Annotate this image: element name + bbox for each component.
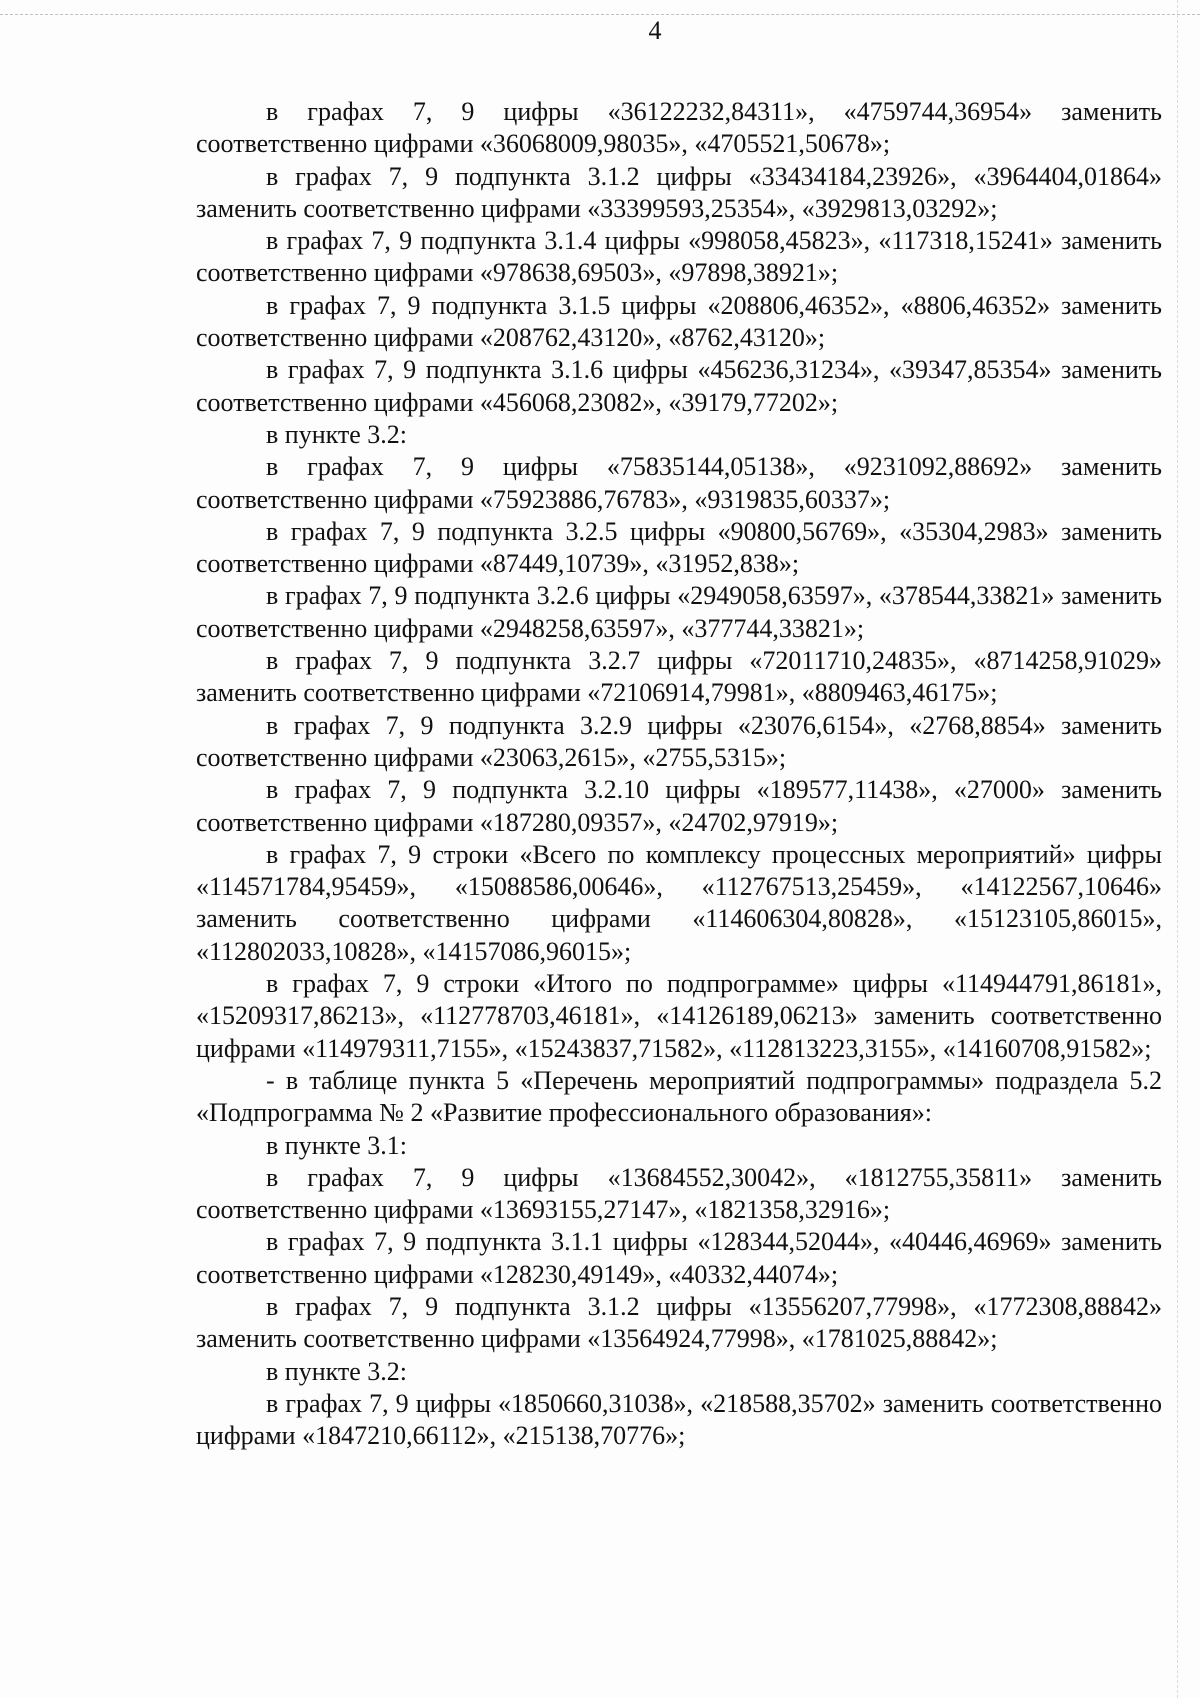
paragraph: в графах 7, 9 цифры «1850660,31038», «218588,35702» заменить соответственно цифрами «1847210,66112», «215138,70776»; (196, 1388, 1162, 1451)
paragraph: в графах 7, 9 подпункта 3.2.6 цифры «2949058,63597», «378544,33821» заменить соответственно цифрами «2948258,63597», «377744,33821»; (196, 581, 1162, 643)
paragraph: в графах 7, 9 цифры «75835144,05138», «9231092,88692» заменить соответственно цифрами «75923886,76783», «9319835,60337»; (196, 452, 1162, 514)
paragraph: в графах 7, 9 подпункта 3.1.6 цифры «456236,31234», «39347,85354» заменить соответственно цифрами «456068,23082», «39179,77202»; (196, 355, 1162, 417)
scan-border-right (1177, 0, 1178, 1698)
paragraph: в графах 7, 9 подпункта 3.2.7 цифры «72011710,24835», «8714258,91029» заменить соответственно цифрами «72106914,79981», «8809463,46175»; (196, 646, 1162, 708)
paragraph: в графах 7, 9 подпункта 3.2.10 цифры «189577,11438», «27000» заменить соответственно цифрами «187280,09357», «24702,97919»; (196, 775, 1162, 837)
paragraph: в графах 7, 9 подпункта 3.1.5 цифры «208806,46352», «8806,46352» заменить соответственно цифрами «208762,43120», «8762,43120»; (196, 290, 1162, 353)
paragraph: в графах 7, 9 подпункта 3.2.5 цифры «90800,56769», «35304,2983» заменить соответственно цифрами «87449,10739», «31952,838»; (196, 516, 1162, 579)
document-body (196, 96, 1162, 1452)
paragraph: в графах 7, 9 подпункта 3.1.2 цифры «13556207,77998», «1772308,88842» заменить соответственно цифрами «13564924,77998», «1781025,88842»; (196, 1291, 1162, 1354)
paragraph: в графах 7, 9 подпункта 3.1.4 цифры «998058,45823», «117318,15241» заменить соответственно цифрами «978638,69503», «97898,38921»; (196, 226, 1162, 288)
section-heading: в пункте 3.1: (266, 1130, 408, 1160)
paragraph: в графах 7, 9 строки «Итого по подпрограмме» цифры «114944791,86181», «15209317,86213», «112778703,46181», «14126189,06213» заменить соответственно цифрами «114979311,7155», «15243837,71582», «112813223,3155», «14160708,91582»; (196, 969, 1162, 1063)
paragraph: в графах 7, 9 подпункта 3.1.2 цифры «33434184,23926», «3964404,01864» заменить соответственно цифрами «33399593,25354», «3929813,03292»; (196, 161, 1162, 223)
section-heading: в пункте 3.2: (266, 419, 408, 449)
page-number: 4 (648, 16, 662, 45)
paragraph: в графах 7, 9 подпункта 3.1.1 цифры «128344,52044», «40446,46969» заменить соответственно цифрами «128230,49149», «40332,44074»; (196, 1227, 1162, 1289)
paragraph: в графах 7, 9 цифры «36122232,84311», «4759744,36954» заменить соответственно цифрами «36068009,98035», «4705521,50678»; (196, 97, 1162, 159)
section-heading: в пункте 3.2: (266, 1356, 408, 1386)
paragraph: в графах 7, 9 строки «Всего по комплексу процессных мероприятий» цифры «114571784,95459», «15088586,00646», «112767513,25459», «14122567,10646» заменить соответственно цифрами «114606304,80828», «15123105,86015», «112802033,10828», «14157086,96015»; (196, 839, 1162, 966)
paragraph: в графах 7, 9 цифры «13684552,30042», «1812755,35811» заменить соответственно цифрами «13693155,27147», «1821358,32916»; (196, 1162, 1162, 1225)
paragraph: - в таблице пункта 5 «Перечень мероприятий подпрограммы» подраздела 5.2 «Подпрограмма № 2 «Развитие профессионального образования»: (196, 1065, 1162, 1128)
paragraph: в графах 7, 9 подпункта 3.2.9 цифры «23076,6154», «2768,8854» заменить соответственно цифрами «23063,2615», «2755,5315»; (196, 710, 1162, 772)
